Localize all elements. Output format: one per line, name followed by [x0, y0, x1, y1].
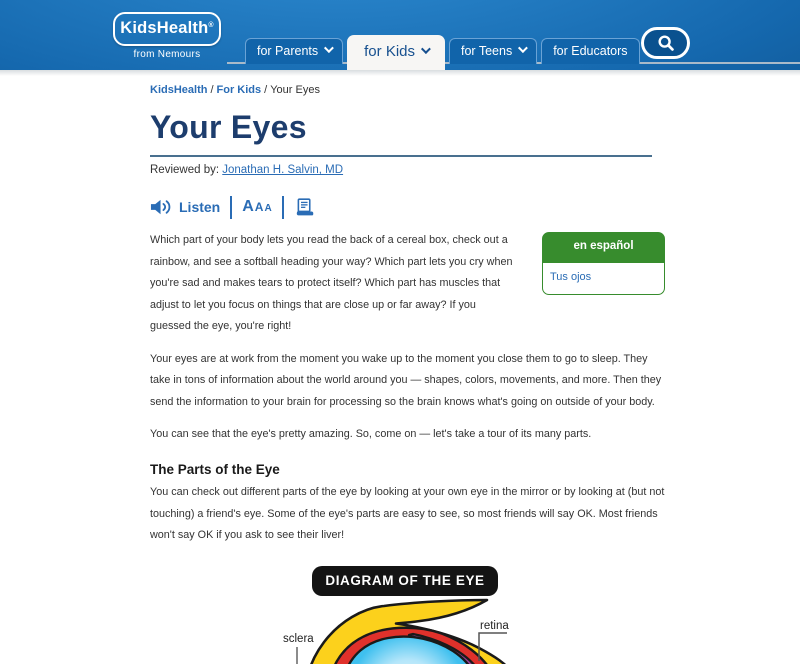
paragraph-check-out-parts: You can check out different parts of the eye by looking at your own eye in the mirror or by looking at (but not touching) a friend's eye. Some of the eye's parts are easy to see, so most friends will say OK. Most friends won't say OK if you ask to see their liver! [150, 482, 665, 547]
text-size-small: A [264, 203, 271, 214]
search-button[interactable] [641, 27, 690, 59]
tab-label: for Kids [364, 43, 415, 60]
reviewer-link[interactable]: Jonathan H. Salvin, MD [222, 164, 343, 176]
breadcrumb-separator: / [264, 84, 267, 96]
article-body [150, 230, 665, 664]
breadcrumb-separator: / [210, 84, 213, 96]
site-header [0, 0, 800, 70]
logo-box [113, 12, 221, 46]
reviewed-by-label: Reviewed by: [150, 164, 219, 176]
text-size-medium: A [255, 200, 264, 214]
paragraph-tour: You can see that the eye's pretty amazing. So, come on — let's take a tour of its many parts. [150, 424, 665, 446]
logo-text: KidsHealth [120, 19, 208, 37]
text-size-control[interactable] [242, 198, 271, 216]
print-button[interactable] [294, 197, 315, 218]
text-size-large: A [242, 198, 254, 216]
tab-label: for Educators [553, 44, 627, 58]
chevron-down-icon [421, 44, 431, 54]
tab-for-educators[interactable] [541, 38, 639, 64]
espanol-box [542, 232, 665, 295]
eye-diagram [270, 597, 540, 664]
espanol-link-tus-ojos[interactable]: Tus ojos [550, 271, 591, 283]
title-divider [150, 155, 652, 157]
tab-for-kids[interactable] [347, 35, 445, 70]
page-title: Your Eyes [150, 109, 800, 146]
toolbar-divider [282, 196, 284, 219]
espanol-header: en español [542, 232, 665, 263]
breadcrumb [150, 84, 800, 96]
diagram-label-retina: retina [480, 620, 509, 632]
diagram-label-sclera: sclera [283, 633, 314, 645]
listen-label: Listen [179, 199, 220, 215]
chevron-down-icon [518, 43, 528, 53]
breadcrumb-current: Your Eyes [270, 84, 320, 96]
listen-button[interactable] [150, 197, 220, 217]
printer-icon [294, 197, 315, 218]
magnifier-icon [655, 32, 677, 54]
chevron-down-icon [324, 43, 334, 53]
article-toolbar [150, 194, 800, 220]
audience-tabs [245, 35, 640, 70]
espanol-body [542, 263, 665, 296]
breadcrumb-link-for-kids[interactable]: For Kids [217, 84, 262, 96]
header-shadow [0, 70, 800, 76]
speaker-icon [150, 197, 173, 217]
toolbar-divider [230, 196, 232, 219]
paragraph-intro: Which part of your body lets you read the back of a cereal box, check out a rainbow, and see a softball heading your way? Which part lets you cry when you're sad and makes tears to protect itself? Which part has muscles that adjust to let you focus on things that are close up or far away? If you guessed the eye, you're right! [150, 230, 665, 338]
tab-for-parents[interactable] [245, 38, 343, 64]
tab-label: for Parents [257, 44, 318, 58]
diagram-title-badge: DIAGRAM OF THE EYE [312, 566, 497, 597]
tab-for-teens[interactable] [449, 38, 537, 64]
section-heading-parts-of-the-eye: The Parts of the Eye [150, 459, 665, 481]
eye-diagram-section [270, 566, 540, 664]
reviewed-by-line [150, 164, 800, 176]
tab-label: for Teens [461, 44, 512, 58]
logo-tagline: from Nemours [113, 49, 221, 60]
registered-mark: ® [208, 22, 213, 29]
paragraph-eyes-at-work: Your eyes are at work from the moment you wake up to the moment you close them to go to sleep. They take in tons of information about the world around you — shapes, colors, movements, and more. Then they send the information to your brain for processing so the brain knows what's going on outside of your body. [150, 349, 665, 414]
kidshealth-logo[interactable] [113, 12, 221, 60]
breadcrumb-link-kidshealth[interactable]: KidsHealth [150, 84, 207, 96]
